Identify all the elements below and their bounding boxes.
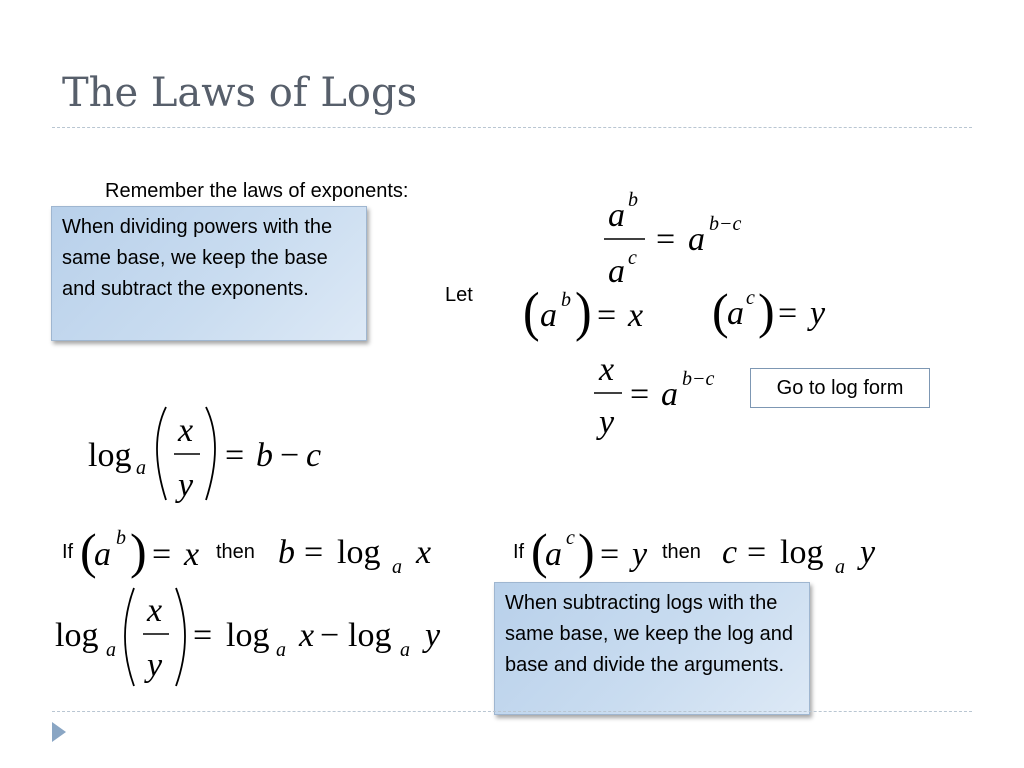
svg-text:y: y: [147, 647, 163, 684]
svg-text:x: x: [416, 534, 432, 571]
svg-text:c: c: [566, 527, 575, 549]
let-label: Let: [445, 284, 473, 306]
if-ac-equals-y: [531, 523, 648, 579]
svg-text:=: =: [747, 534, 767, 571]
svg-text:log: log: [337, 534, 381, 571]
svg-text:a: a: [835, 556, 845, 578]
log-rule-text: When subtracting logs with the same base, we keep the log and base and divide the arguments.: [505, 592, 793, 676]
svg-text:a: a: [392, 556, 402, 578]
svg-text:=: =: [656, 221, 676, 258]
play-triangle-icon[interactable]: [52, 722, 66, 742]
svg-text:b−c: b−c: [682, 368, 715, 390]
svg-text:a: a: [276, 639, 286, 661]
remember-text: Remember the laws of exponents:: [105, 180, 409, 202]
svg-text:x: x: [178, 412, 194, 449]
svg-text:=: =: [630, 376, 650, 413]
svg-text:(: (: [712, 283, 729, 339]
if-ab-equals-x: [80, 523, 199, 579]
svg-text:a: a: [106, 639, 116, 661]
svg-text:(: (: [80, 523, 97, 579]
svg-text:y: y: [810, 295, 826, 332]
svg-text:): ): [130, 523, 147, 579]
svg-text:b: b: [278, 534, 295, 571]
svg-text:y: y: [632, 536, 648, 573]
svg-text:b: b: [628, 189, 638, 211]
svg-text:c: c: [306, 437, 322, 474]
svg-text:(: (: [531, 523, 548, 579]
svg-text:=: =: [225, 437, 245, 474]
svg-text:−: −: [320, 617, 340, 654]
svg-text:a: a: [727, 295, 744, 332]
svg-text:x: x: [184, 536, 200, 573]
svg-text:a: a: [688, 221, 705, 258]
if-label-1: If: [62, 541, 74, 563]
svg-text:c: c: [722, 534, 738, 571]
slide-title: The Laws of Logs: [62, 70, 418, 116]
svg-text:x: x: [299, 617, 315, 654]
log-quotient-equals-b-minus-c: [88, 407, 321, 504]
log-quotient-rule: [55, 588, 441, 686]
svg-text:=: =: [193, 617, 213, 654]
svg-text:b: b: [256, 437, 273, 474]
b-equals-log-a-x: [278, 534, 431, 578]
svg-text:a: a: [136, 457, 146, 479]
svg-text:a: a: [400, 639, 410, 661]
svg-text:x: x: [599, 351, 615, 388]
svg-text:): ): [575, 281, 592, 343]
svg-text:): ): [578, 523, 595, 579]
svg-text:x: x: [628, 297, 644, 334]
svg-text:c: c: [628, 247, 637, 269]
svg-text:a: a: [661, 376, 678, 413]
svg-text:log: log: [348, 617, 392, 654]
svg-text:log: log: [55, 617, 99, 654]
svg-text:=: =: [600, 536, 620, 573]
svg-text:=: =: [304, 534, 324, 571]
svg-text:a: a: [608, 197, 625, 234]
svg-text:−: −: [280, 437, 300, 474]
svg-text:=: =: [778, 295, 798, 332]
svg-text:x: x: [147, 592, 163, 629]
svg-text:=: =: [152, 536, 172, 573]
svg-text:y: y: [599, 404, 615, 441]
svg-text:log: log: [780, 534, 824, 571]
svg-text:a: a: [540, 297, 557, 334]
c-equals-log-a-y: [722, 534, 876, 578]
then-label-1: then: [216, 541, 255, 563]
svg-text:y: y: [860, 534, 876, 571]
let-ac-equals-y: [712, 283, 826, 339]
bottom-divider: [52, 711, 972, 712]
svg-text:a: a: [608, 253, 625, 290]
svg-text:=: =: [597, 297, 617, 334]
svg-text:b: b: [561, 289, 571, 311]
svg-text:log: log: [226, 617, 270, 654]
svg-text:b: b: [116, 527, 126, 549]
exponent-rule-text: When dividing powers with the same base, we keep the base and subtract the exponents.: [62, 216, 333, 300]
if-label-2: If: [513, 541, 525, 563]
svg-text:b−c: b−c: [709, 213, 742, 235]
svg-text:c: c: [746, 287, 755, 309]
let-ab-equals-x: [523, 282, 643, 343]
svg-text:a: a: [94, 536, 111, 573]
x-over-y-equation: [594, 351, 714, 441]
svg-text:log: log: [88, 437, 132, 474]
svg-text:(: (: [523, 281, 540, 343]
svg-text:): ): [758, 283, 775, 339]
svg-text:y: y: [425, 617, 441, 654]
svg-text:y: y: [178, 467, 194, 504]
exponent-quotient-equation: [604, 189, 741, 290]
then-label-2: then: [662, 541, 701, 563]
svg-text:a: a: [545, 536, 562, 573]
go-to-log-form-button[interactable]: Go to log form: [750, 368, 930, 408]
